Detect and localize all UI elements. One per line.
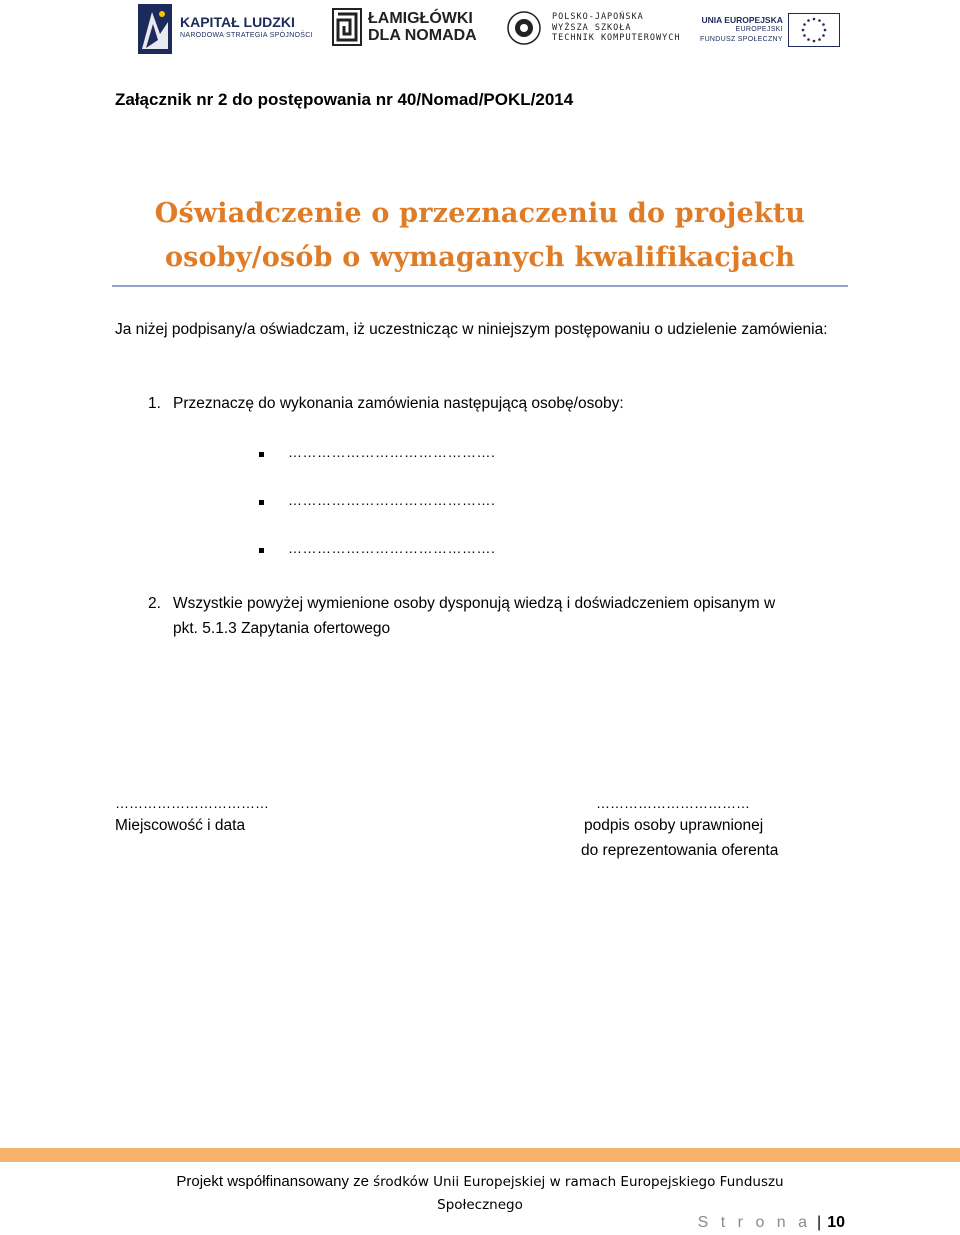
- logo2-line2: DLA NOMADA: [368, 27, 477, 44]
- page-label: S t r o n a: [697, 1214, 812, 1231]
- pjwstk-seal-icon: [506, 10, 542, 46]
- eu-flag-icon: [788, 13, 840, 47]
- logo4-line2: EUROPEJSKI: [735, 26, 783, 33]
- bullet-2-field: …………………………………….: [288, 492, 496, 508]
- item2-line1: Wszystkie powyżej wymienione osoby dysponują wiedzą i doświadczeniem opisanym w: [173, 595, 776, 612]
- logo4-line1: UNIA EUROPEJSKA: [701, 15, 783, 25]
- lamiglowki-logo: [332, 8, 477, 46]
- document-title: [100, 192, 860, 280]
- signature-label-line2: do reprezentowania oferenta: [581, 842, 779, 859]
- bullet-2-icon: [259, 500, 264, 505]
- list-item-1: [148, 395, 624, 413]
- item1-text: Przeznaczę do wykonania zamówienia następującą osobę/osoby:: [173, 395, 624, 412]
- kapital-ludzki-emblem-icon: [138, 4, 172, 54]
- page-number: S t r o n a | 10: [697, 1214, 845, 1231]
- signature-label-line1: podpis osoby uprawnionej: [584, 817, 764, 834]
- intro-paragraph: Ja niżej podpisany/a oświadczam, iż uczestnicząc w niniejszym postępowaniu o udzielenie zamówienia:: [115, 321, 828, 338]
- logo1-line2: NARODOWA STRATEGIA SPÓJNOŚCI: [180, 32, 313, 39]
- footer-part3: Społecznego: [437, 1197, 523, 1213]
- item1-number: 1.: [148, 395, 161, 412]
- kapital-ludzki-logo: [138, 4, 313, 54]
- logo1-line1: KAPITAŁ LUDZKI: [180, 14, 295, 30]
- bullet-3-icon: [259, 548, 264, 553]
- logo3-line1: POLSKO-JAPOŃSKA: [552, 12, 644, 23]
- pjwstk-logo: [506, 10, 680, 46]
- logo3-line2: WYŻSZA SZKOŁA: [552, 22, 632, 33]
- maze-icon: [332, 8, 362, 46]
- header-logos: [0, 0, 960, 60]
- title-divider: [112, 285, 848, 287]
- list-item-2: [148, 591, 853, 641]
- eu-logo: [700, 13, 840, 47]
- logo4-line3: FUNDUSZ SPOŁECZNY: [700, 36, 783, 43]
- bullet-3-field: …………………………………….: [288, 540, 496, 556]
- place-date-field: ……………………………: [115, 795, 269, 811]
- footer-text: [0, 1170, 960, 1217]
- page-number-value: 10: [827, 1214, 845, 1231]
- bullet-1-icon: [259, 452, 264, 457]
- footer-part2: środków Unii Europejskiej w ramach Europejskiego Funduszu: [373, 1174, 784, 1190]
- bullet-1-field: …………………………………….: [288, 444, 496, 460]
- item2-line2: pkt. 5.1.3 Zapytania ofertowego: [173, 620, 391, 637]
- logo2-line1: ŁAMIGŁÓWKI: [368, 10, 473, 27]
- footer-bar: [0, 1148, 960, 1162]
- footer-part1: Projekt współfinansowany ze: [176, 1173, 374, 1190]
- signature-field: ……………………………: [596, 795, 750, 811]
- title-line2: osoby/osób o wymaganych kwalifikacjach: [164, 242, 796, 273]
- item2-number: 2.: [148, 595, 161, 612]
- title-line1: Oświadczenie o przeznaczeniu do projektu: [154, 198, 806, 229]
- place-date-label: Miejscowość i data: [115, 817, 246, 834]
- annex-heading: Załącznik nr 2 do postępowania nr 40/Nomad/POKL/2014: [115, 90, 574, 109]
- logo3-line3: TECHNIK KOMPUTEROWYCH: [552, 33, 681, 44]
